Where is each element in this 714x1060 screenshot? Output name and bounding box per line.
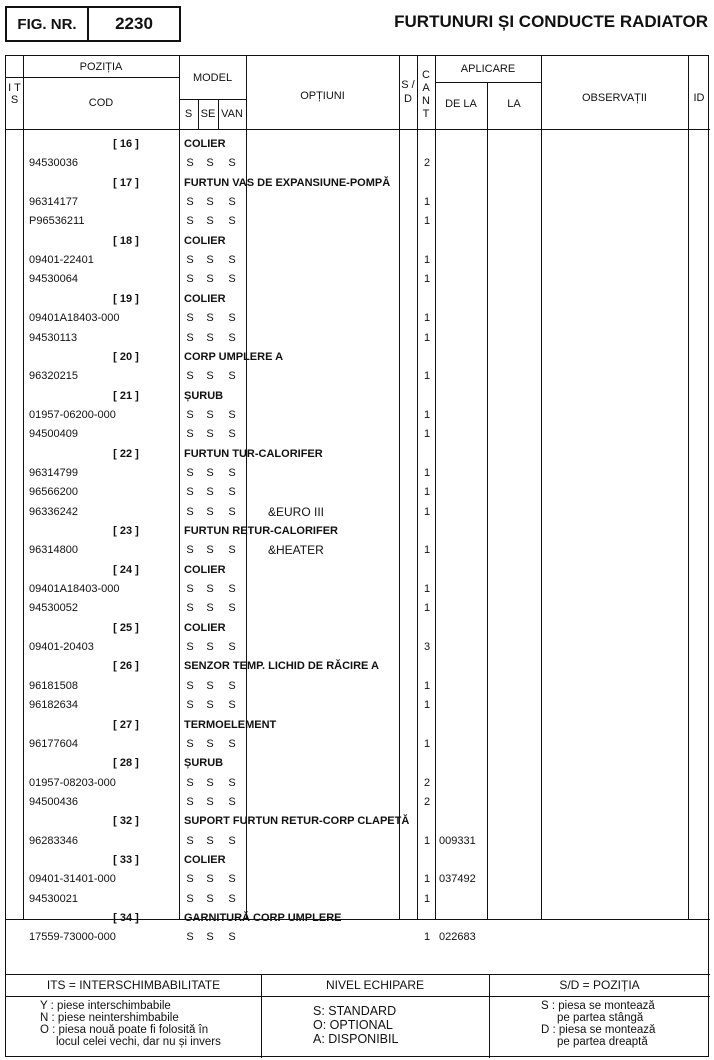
part-row: [6, 193, 710, 212]
part-row: [6, 406, 710, 425]
position-number: [ 25 ]: [113, 621, 139, 634]
part-code: 96314177: [29, 196, 78, 209]
position-heading-row: [6, 754, 710, 773]
model-se-flag: S: [206, 486, 214, 499]
part-quantity: 1: [423, 544, 431, 557]
position-heading-row: [6, 174, 710, 193]
part-code: 96566200: [29, 486, 78, 499]
position-number: [ 28 ]: [113, 757, 139, 770]
model-s-flag: S: [186, 679, 194, 692]
position-heading-row: [6, 290, 710, 309]
model-van-flag: S: [228, 428, 236, 441]
part-row: [6, 580, 710, 599]
part-code: 01957-08203-000: [29, 776, 116, 789]
part-quantity: 1: [423, 215, 431, 228]
part-quantity: 1: [423, 583, 431, 596]
model-s-flag: S: [186, 254, 194, 267]
part-code: 94530052: [29, 602, 78, 615]
model-se-flag: S: [206, 408, 214, 421]
legend-sd-line: S : piesa se montează: [541, 1000, 655, 1012]
part-code: 94500409: [29, 428, 78, 441]
part-code: P96536211: [29, 215, 85, 228]
legend-sd-title: S/D = POZIȚIA: [559, 978, 640, 992]
part-row: [6, 599, 710, 618]
position-heading-row: [6, 445, 710, 464]
model-se-flag: S: [206, 873, 214, 886]
position-heading-row: [6, 387, 710, 406]
part-code: 96182634: [29, 699, 78, 712]
model-se-flag: S: [206, 544, 214, 557]
model-van-flag: S: [228, 466, 236, 479]
model-van-flag: S: [228, 157, 236, 170]
divider: [6, 129, 710, 130]
model-van-flag: S: [228, 892, 236, 905]
part-quantity: 3: [423, 641, 431, 654]
part-row: [6, 329, 710, 348]
part-code: 96283346: [29, 834, 78, 847]
position-heading-row: [6, 909, 710, 928]
part-code: 94530064: [29, 273, 78, 286]
part-row: [6, 309, 710, 328]
part-row: [6, 483, 710, 502]
model-van-flag: S: [228, 873, 236, 886]
part-row: [6, 541, 710, 560]
part-quantity: 1: [423, 254, 431, 267]
model-s-flag: S: [186, 873, 194, 886]
model-se-flag: S: [206, 331, 214, 344]
part-row: [6, 928, 710, 947]
model-s-flag: S: [186, 834, 194, 847]
model-van-flag: S: [228, 602, 236, 615]
part-name: COLIER: [184, 292, 226, 305]
part-code: 96314800: [29, 544, 78, 557]
position-heading-row: [6, 522, 710, 541]
model-van-flag: S: [228, 370, 236, 383]
legend-level-title: NIVEL ECHIPARE: [325, 978, 425, 992]
model-van-flag: S: [228, 273, 236, 286]
part-name: SENZOR TEMP. LICHID DE RĂCIRE A: [184, 660, 379, 673]
legend-its-line: N : piese neintershimbabile: [40, 1012, 179, 1024]
part-row: [6, 677, 710, 696]
position-number: [ 18 ]: [113, 234, 139, 247]
part-name: FURTUN RETUR-CALORIFER: [184, 525, 338, 537]
model-se-flag: S: [206, 679, 214, 692]
part-quantity: 1: [423, 466, 431, 479]
part-quantity: 1: [423, 737, 431, 750]
model-van-flag: S: [228, 215, 236, 228]
model-se-flag: S: [206, 505, 214, 518]
model-s-flag: S: [186, 641, 194, 654]
part-code: 96336242: [29, 505, 78, 518]
header-observatii: OBSERVAȚII: [581, 92, 647, 104]
part-row: [6, 774, 710, 793]
model-van-flag: S: [228, 544, 236, 557]
model-van-flag: S: [228, 583, 236, 596]
position-number: [ 26 ]: [113, 660, 139, 673]
model-van-flag: S: [228, 505, 236, 518]
model-van-flag: S: [228, 312, 236, 325]
model-s-flag: S: [186, 331, 194, 344]
model-se-flag: S: [206, 602, 214, 615]
part-option: &EURO III: [268, 504, 325, 519]
part-quantity: 1: [423, 505, 431, 518]
part-option: &HEATER: [268, 543, 324, 558]
part-row: [6, 154, 710, 173]
model-se-flag: S: [206, 273, 214, 286]
model-se-flag: S: [206, 699, 214, 712]
part-code: 09401-31401-000: [29, 873, 116, 886]
header-its: I T S: [8, 82, 21, 106]
part-name: COLIER: [184, 621, 226, 634]
position-heading-row: [6, 232, 710, 251]
legend-sd-line: pe partea dreaptă: [541, 1036, 648, 1048]
model-van-flag: S: [228, 834, 236, 847]
position-heading-row: [6, 619, 710, 638]
model-se-flag: S: [206, 196, 214, 209]
part-row: [6, 212, 710, 231]
model-van-flag: S: [228, 408, 236, 421]
model-van-flag: S: [228, 679, 236, 692]
model-se-flag: S: [206, 892, 214, 905]
model-van-flag: S: [228, 641, 236, 654]
part-row: [6, 890, 710, 909]
model-s-flag: S: [186, 505, 194, 518]
position-number: [ 27 ]: [113, 718, 139, 731]
part-quantity: 1: [423, 486, 431, 499]
header-model-van: VAN: [221, 108, 243, 120]
parts-table: [5, 55, 709, 1057]
model-s-flag: S: [186, 408, 194, 421]
part-code: 94530021: [29, 892, 78, 905]
position-number: [ 20 ]: [113, 350, 139, 363]
position-number: [ 17 ]: [113, 176, 139, 189]
legend-its-title: ITS = INTERSCHIMBABILITATE: [46, 978, 221, 992]
model-s-flag: S: [186, 737, 194, 750]
model-s-flag: S: [186, 602, 194, 615]
model-se-flag: S: [206, 834, 214, 847]
model-s-flag: S: [186, 370, 194, 383]
header-sd: S / D: [401, 79, 415, 105]
model-s-flag: S: [186, 486, 194, 499]
model-van-flag: S: [228, 795, 236, 808]
position-number: [ 24 ]: [113, 563, 139, 576]
model-se-flag: S: [206, 641, 214, 654]
legend-level-line: A: DISPONIBIL: [313, 1032, 399, 1046]
part-quantity: 1: [423, 370, 431, 383]
part-row: [6, 425, 710, 444]
model-s-flag: S: [186, 699, 194, 712]
model-van-flag: S: [228, 254, 236, 267]
divider: [6, 77, 179, 78]
part-name: SUPORT FURTUN RETUR-CORP CLAPETĂ: [184, 815, 410, 828]
part-code: 96181508: [29, 679, 78, 692]
part-quantity: 1: [423, 699, 431, 712]
part-name: GARNITURĂ CORP UMPLERE: [184, 912, 342, 924]
part-row: [6, 367, 710, 386]
part-quantity: 1: [423, 873, 431, 886]
model-s-flag: S: [186, 215, 194, 228]
part-name: COLIER: [184, 853, 226, 866]
part-quantity: 1: [423, 679, 431, 692]
header-dela: DE LA: [445, 98, 477, 110]
legend-sd-line: pe partea stângă: [541, 1012, 644, 1024]
part-quantity: 1: [423, 602, 431, 615]
part-name: CORP UMPLERE A: [184, 350, 284, 363]
figure-number: 2230: [115, 14, 153, 33]
position-number: [ 32 ]: [113, 815, 139, 828]
part-quantity: 1: [423, 196, 431, 209]
position-heading-row: [6, 135, 710, 154]
position-heading-row: [6, 851, 710, 870]
legend-its-line: Y : piese interschimbabile: [40, 1000, 171, 1012]
part-quantity: 1: [423, 331, 431, 344]
model-s-flag: S: [186, 931, 194, 944]
applies-from: 009331: [439, 834, 476, 847]
part-quantity: 1: [423, 834, 431, 847]
position-heading-row: [6, 657, 710, 676]
part-quantity: 1: [423, 408, 431, 421]
part-row: [6, 793, 710, 812]
part-name: COLIER: [184, 138, 226, 150]
part-row: [6, 638, 710, 657]
model-s-flag: S: [186, 776, 194, 789]
part-row: [6, 270, 710, 289]
header-pozitia: POZIȚIA: [79, 61, 123, 73]
part-code: 94530113: [29, 331, 78, 344]
model-s-flag: S: [186, 795, 194, 808]
part-name: TERMOELEMENT: [184, 718, 277, 731]
header-optiuni: OPȚIUNI: [300, 90, 345, 102]
part-code: 94530036: [29, 157, 78, 170]
divider: [6, 996, 710, 997]
header-model-se: SE: [200, 108, 216, 120]
model-se-flag: S: [206, 157, 214, 170]
position-heading-row: [6, 561, 710, 580]
part-code: 94500436: [29, 795, 78, 808]
header-model-s: S: [184, 108, 193, 120]
position-number: [ 23 ]: [113, 525, 139, 537]
part-code: 09401A18403-000: [29, 583, 120, 596]
model-se-flag: S: [206, 312, 214, 325]
model-se-flag: S: [206, 254, 214, 267]
model-se-flag: S: [206, 583, 214, 596]
model-se-flag: S: [206, 215, 214, 228]
model-se-flag: S: [206, 776, 214, 789]
part-quantity: 1: [423, 312, 431, 325]
position-heading-row: [6, 716, 710, 735]
model-s-flag: S: [186, 892, 194, 905]
model-se-flag: S: [206, 795, 214, 808]
header-la: LA: [507, 98, 521, 110]
part-code: 96177604: [29, 737, 78, 750]
part-row: [6, 870, 710, 889]
model-van-flag: S: [228, 699, 236, 712]
position-heading-row: [6, 812, 710, 831]
part-name: ȘURUB: [184, 757, 224, 770]
header-id: ID: [693, 92, 705, 104]
applies-from: 037492: [439, 873, 476, 886]
part-name: COLIER: [184, 563, 226, 576]
model-s-flag: S: [186, 157, 194, 170]
page-title: FURTUNURI ȘI CONDUCTE RADIATOR: [394, 12, 708, 31]
part-row: [6, 251, 710, 270]
part-code: 09401-22401: [29, 254, 94, 267]
part-quantity: 1: [423, 273, 431, 286]
legend-sd-line: D : piesa se montează: [541, 1024, 656, 1036]
part-row: [6, 464, 710, 483]
header-cant: C A N T: [422, 69, 430, 120]
model-van-flag: S: [228, 196, 236, 209]
position-number: [ 16 ]: [113, 138, 139, 150]
header-model: MODEL: [192, 72, 233, 84]
part-code: 01957-06200-000: [29, 408, 116, 421]
part-code: 09401A18403-000: [29, 312, 120, 325]
part-name: ȘURUB: [184, 389, 224, 402]
part-quantity: 1: [423, 428, 431, 441]
model-van-flag: S: [228, 486, 236, 499]
part-quantity: 2: [423, 795, 431, 808]
legend-level-line: O: OPTIONAL: [313, 1018, 393, 1032]
model-van-flag: S: [228, 931, 236, 944]
model-van-flag: S: [228, 737, 236, 750]
part-quantity: 1: [423, 931, 431, 944]
legend-level-line: S: STANDARD: [313, 1004, 397, 1018]
model-s-flag: S: [186, 312, 194, 325]
part-row: [6, 696, 710, 715]
part-name: FURTUN VAS DE EXPANSIUNE-POMPĂ: [184, 176, 391, 189]
part-name: COLIER: [184, 234, 226, 247]
model-s-flag: S: [186, 196, 194, 209]
part-code: 17559-73000-000: [29, 931, 116, 944]
header-aplicare: APLICARE: [460, 63, 516, 75]
part-code: 96320215: [29, 370, 78, 383]
header-cod: COD: [88, 97, 114, 109]
model-van-flag: S: [228, 331, 236, 344]
divider: [435, 82, 541, 83]
position-number: [ 33 ]: [113, 853, 139, 866]
model-s-flag: S: [186, 273, 194, 286]
model-se-flag: S: [206, 428, 214, 441]
part-quantity: 2: [423, 776, 431, 789]
legend-its-line: locul celei vechi, dar nu și invers: [40, 1036, 221, 1048]
applies-from: 022683: [439, 931, 476, 944]
legend-its-line: O : piesa nouă poate fi folosită în: [40, 1024, 209, 1036]
part-quantity: 1: [423, 892, 431, 905]
model-s-flag: S: [186, 466, 194, 479]
position-number: [ 21 ]: [113, 389, 139, 402]
model-se-flag: S: [206, 737, 214, 750]
position-number: [ 22 ]: [113, 447, 139, 460]
position-number: [ 19 ]: [113, 292, 139, 305]
part-quantity: 2: [423, 157, 431, 170]
part-row: [6, 832, 710, 851]
model-s-flag: S: [186, 544, 194, 557]
figure-label: FIG. NR.: [7, 8, 89, 40]
model-se-flag: S: [206, 931, 214, 944]
part-code: 96314799: [29, 466, 78, 479]
model-s-flag: S: [186, 583, 194, 596]
model-van-flag: S: [228, 776, 236, 789]
model-s-flag: S: [186, 428, 194, 441]
part-row: [6, 735, 710, 754]
part-name: FURTUN TUR-CALORIFER: [184, 447, 323, 460]
model-se-flag: S: [206, 466, 214, 479]
part-row: [6, 503, 710, 522]
model-se-flag: S: [206, 370, 214, 383]
figure-number-box: [5, 6, 181, 42]
divider: [179, 99, 246, 100]
position-number: [ 34 ]: [113, 912, 139, 924]
part-code: 09401-20403: [29, 641, 94, 654]
position-heading-row: [6, 348, 710, 367]
